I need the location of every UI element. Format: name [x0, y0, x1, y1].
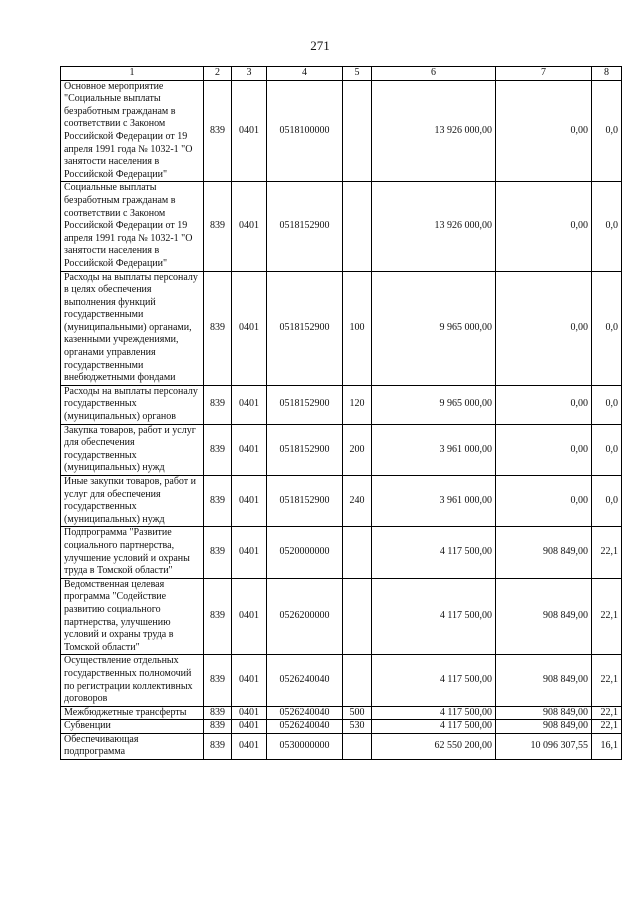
row-name: Подпрограмма "Развитие социального партнерства, улучшение условий и охраны труда в Томской области" [61, 527, 204, 578]
table-row [61, 720, 622, 734]
execution-percent: 0,0 [592, 182, 622, 271]
gr-code: 839 [204, 578, 232, 655]
gr-code: 839 [204, 271, 232, 385]
row-name: Основное мероприятие "Социальные выплаты безработным гражданам в соответствии с Законом Российской Федерации от 19 апреля 1991 года № 1032-1 "О занятости населения в Российской Федерации" [61, 80, 204, 182]
table-row [61, 527, 622, 578]
execution-percent: 0,0 [592, 80, 622, 182]
row-name: Иные закупки товаров, работ и услуг для обеспечения государственных (муниципальных) нужд [61, 476, 204, 527]
expense-type-code: 240 [343, 476, 372, 527]
executed-amount: 908 849,00 [496, 720, 592, 734]
planned-amount: 4 117 500,00 [372, 527, 496, 578]
target-article-code: 0526240040 [267, 655, 343, 706]
planned-amount: 13 926 000,00 [372, 182, 496, 271]
column-header: 3 [232, 67, 267, 81]
expense-type-code [343, 182, 372, 271]
gr-code: 839 [204, 527, 232, 578]
execution-percent: 16,1 [592, 733, 622, 759]
column-header: 7 [496, 67, 592, 81]
target-article-code: 0530000000 [267, 733, 343, 759]
gr-code: 839 [204, 385, 232, 424]
expense-type-code [343, 733, 372, 759]
execution-percent: 0,0 [592, 424, 622, 475]
gr-code: 839 [204, 476, 232, 527]
row-name: Обеспечивающая подпрограмма [61, 733, 204, 759]
execution-percent: 22,1 [592, 527, 622, 578]
expense-type-code: 200 [343, 424, 372, 475]
planned-amount: 3 961 000,00 [372, 476, 496, 527]
gr-code: 839 [204, 424, 232, 475]
section-code: 0401 [232, 182, 267, 271]
target-article-code: 0518152900 [267, 385, 343, 424]
planned-amount: 4 117 500,00 [372, 706, 496, 720]
planned-amount: 9 965 000,00 [372, 271, 496, 385]
executed-amount: 0,00 [496, 424, 592, 475]
table-row [61, 733, 622, 759]
planned-amount: 4 117 500,00 [372, 578, 496, 655]
row-name: Субвенции [61, 720, 204, 734]
planned-amount: 4 117 500,00 [372, 655, 496, 706]
row-name: Расходы на выплаты персоналу в целях обеспечения выполнения функций государственными (муниципальными) органами, казенными учреждениями, органами управления государственными внебюджетными фондами [61, 271, 204, 385]
row-name: Межбюджетные трансферты [61, 706, 204, 720]
row-name: Закупка товаров, работ и услуг для обеспечения государственных (муниципальных) нужд [61, 424, 204, 475]
expense-type-code [343, 527, 372, 578]
executed-amount: 908 849,00 [496, 706, 592, 720]
table-row [61, 706, 622, 720]
planned-amount: 13 926 000,00 [372, 80, 496, 182]
target-article-code: 0518152900 [267, 424, 343, 475]
expense-type-code [343, 578, 372, 655]
column-header: 6 [372, 67, 496, 81]
expense-type-code: 500 [343, 706, 372, 720]
budget-table [60, 66, 622, 760]
planned-amount: 3 961 000,00 [372, 424, 496, 475]
section-code: 0401 [232, 527, 267, 578]
executed-amount: 0,00 [496, 385, 592, 424]
row-name: Осуществление отдельных государственных полномочий по регистрации коллективных договоров [61, 655, 204, 706]
section-code: 0401 [232, 385, 267, 424]
table-row [61, 80, 622, 182]
row-name: Социальные выплаты безработным гражданам в соответствии с Законом Российской Федерации от 19 апреля 1991 года № 1032-1 "О занятости населения в Российской Федерации" [61, 182, 204, 271]
executed-amount: 908 849,00 [496, 527, 592, 578]
expense-type-code: 100 [343, 271, 372, 385]
target-article-code: 0526240040 [267, 706, 343, 720]
column-header: 2 [204, 67, 232, 81]
table-row [61, 182, 622, 271]
executed-amount: 0,00 [496, 271, 592, 385]
execution-percent: 22,1 [592, 578, 622, 655]
column-header: 8 [592, 67, 622, 81]
table-row [61, 578, 622, 655]
expense-type-code: 530 [343, 720, 372, 734]
gr-code: 839 [204, 720, 232, 734]
planned-amount: 4 117 500,00 [372, 720, 496, 734]
row-name: Расходы на выплаты персоналу государственных (муниципальных) органов [61, 385, 204, 424]
section-code: 0401 [232, 733, 267, 759]
target-article-code: 0520000000 [267, 527, 343, 578]
executed-amount: 0,00 [496, 80, 592, 182]
executed-amount: 0,00 [496, 476, 592, 527]
gr-code: 839 [204, 733, 232, 759]
executed-amount: 0,00 [496, 182, 592, 271]
table-row [61, 655, 622, 706]
column-header: 4 [267, 67, 343, 81]
page-number: 271 [310, 38, 330, 53]
execution-percent: 0,0 [592, 385, 622, 424]
table-row [61, 476, 622, 527]
section-code: 0401 [232, 424, 267, 475]
planned-amount: 62 550 200,00 [372, 733, 496, 759]
target-article-code: 0518100000 [267, 80, 343, 182]
expense-type-code [343, 80, 372, 182]
execution-percent: 0,0 [592, 476, 622, 527]
section-code: 0401 [232, 720, 267, 734]
row-name: Ведомственная целевая программа "Содействие развитию социального партнерства, улучшению условий и охраны труда в Томской области" [61, 578, 204, 655]
section-code: 0401 [232, 706, 267, 720]
gr-code: 839 [204, 706, 232, 720]
column-header: 1 [61, 67, 204, 81]
section-code: 0401 [232, 655, 267, 706]
executed-amount: 10 096 307,55 [496, 733, 592, 759]
expense-type-code: 120 [343, 385, 372, 424]
executed-amount: 908 849,00 [496, 578, 592, 655]
section-code: 0401 [232, 271, 267, 385]
gr-code: 839 [204, 182, 232, 271]
target-article-code: 0526200000 [267, 578, 343, 655]
table-row [61, 271, 622, 385]
executed-amount: 908 849,00 [496, 655, 592, 706]
section-code: 0401 [232, 80, 267, 182]
target-article-code: 0518152900 [267, 476, 343, 527]
execution-percent: 22,1 [592, 655, 622, 706]
section-code: 0401 [232, 476, 267, 527]
execution-percent: 22,1 [592, 706, 622, 720]
target-article-code: 0526240040 [267, 720, 343, 734]
gr-code: 839 [204, 80, 232, 182]
planned-amount: 9 965 000,00 [372, 385, 496, 424]
execution-percent: 0,0 [592, 271, 622, 385]
expense-type-code [343, 655, 372, 706]
target-article-code: 0518152900 [267, 182, 343, 271]
section-code: 0401 [232, 578, 267, 655]
target-article-code: 0518152900 [267, 271, 343, 385]
execution-percent: 22,1 [592, 720, 622, 734]
gr-code: 839 [204, 655, 232, 706]
column-header: 5 [343, 67, 372, 81]
header-row [61, 67, 622, 81]
table-row [61, 424, 622, 475]
table-row [61, 385, 622, 424]
